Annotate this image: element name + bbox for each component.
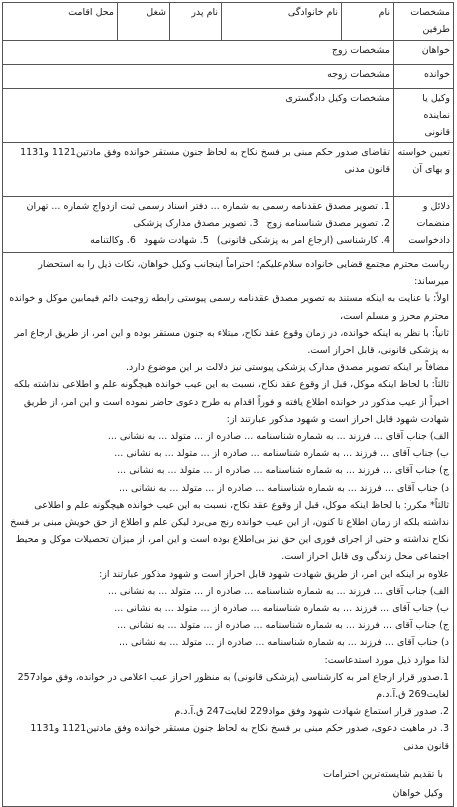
party-header-row	[3, 3, 454, 41]
plaintiff-value: مشخصات زوج	[3, 41, 394, 65]
plaintiff-label: خواهان	[394, 41, 454, 65]
witness-entry: ج) جناب آقای ... فرزند ... به شماره شناسنامه ... صادره از ... متولد ... به نشانی ...	[117, 465, 449, 477]
request-item: 3. در ماهیت دعوی، صدور حکم مبنی بر فسخ نکاح به لحاظ جنون مستقر خوانده وفق مادتین1121 و1131 قانون مدنی	[30, 723, 449, 752]
lawyer-value: مشخصات وکیل دادگستری	[3, 89, 394, 143]
first-point: اولاً: با عنایت به اینکه مستند به تصویر مصدق عقدنامه رسمی پیوستی رابطه زوجیت دائم فیمابین موکل و خوانده محترم محرز و مسلم است،	[9, 293, 449, 322]
evidence-label: دلائل و منضمات دادخواست	[394, 197, 454, 253]
claim-value: تقاضای صدور حکم مبنی بر فسخ نکاح به لحاظ جنون مستقر خوانده وفق مادتین1121 و1131 قانون مدنی	[3, 143, 394, 197]
body-row	[3, 253, 454, 807]
signatory: وکیل خواهان	[392, 787, 443, 799]
lawyer-row	[3, 89, 454, 143]
third-point: ثالثاً: با لحاظ اینکه موکل، قبل از وقوع عقد نکاح، نسبت به این عیب خوانده هیچگونه علم و اطلاعی نداشته بلکه اخیراً از عیب مذکور در خوانده اطلاع یافته و فوراً اقدام به طرح دعوی حاضر نموده است و این امر، از طریق شهادت شهود قابل احراز است و شهود مذکور عبارتند از:	[13, 379, 449, 425]
defendant-label: خوانده	[394, 65, 454, 89]
witness-intro: علاوه بر اینکه این امر، از طریق شهادت شهود قابل احراز است و شهود مذکور عبارتند از:	[99, 568, 449, 580]
medical-docs-note: مضافاً بر اینکه تصویر مصدق مدارک پزشکی پیوستی نیز دلالت بر این موضوع دارد.	[126, 362, 449, 374]
col-first-name: نام	[341, 3, 393, 40]
witness-entry: د) جناب آقای ... فرزند ... به شماره شناسنامه ... صادره از ... متولد ... به نشانی ...	[118, 637, 449, 649]
evidence-item: 1. تصویر مصدق عقدنامه رسمی به شماره ... دفتر اسناد رسمی ثبت ازدواج شماره ... تهران	[26, 201, 390, 212]
evidence-item: 3. تصویر مصدق مدارک پزشکی	[133, 218, 259, 229]
request-item: 2. صدور قرار استماع شهادت شهود وفق مواد229 لغایت247 ق.آ.د.م	[174, 706, 449, 718]
witness-entry: ب) جناب آقای ... فرزند ... به شماره شناسنامه ... صادره از ... متولد ... به نشانی ...	[114, 603, 449, 615]
lawyer-label: وکیل یا نماینده قانونی	[394, 89, 454, 143]
evidence-item: 6. وکالتنامه	[90, 235, 136, 246]
signature-block	[7, 765, 449, 803]
witness-entry: د) جناب آقای ... فرزند ... به شماره شناسنامه ... صادره از ... متولد ... به نشانی ...	[118, 482, 449, 494]
evidence-item: 5. شهادت شهود	[143, 235, 209, 246]
defendant-row	[3, 65, 454, 89]
plaintiff-row	[3, 41, 454, 65]
petition-document	[2, 2, 454, 798]
col-occupation: شغل	[117, 3, 169, 40]
request-item: 1.صدور قرار ارجاع امر به کارشناسی (پزشکی قانونی) به منظور احراز عیب اعلامی در خوانده، وفق مواد257 لغایت269 ق.آ.د.م	[17, 671, 449, 701]
evidence-row	[3, 197, 454, 253]
party-header-label: مشخصات طرفین	[394, 3, 454, 41]
third-point-repeated: ثالثاً* مکرر: با لحاظ اینکه موکل، قبل از وقوع عقد نکاح، نسبت به این عیب خوانده هیچگونه علم و اطلاعی نداشته بلکه از زمان اطلاع تا کنون، از این عیب خوانده رنج می‌برد لیکن علم و اطلاع از حق خویش مبنی بر فسخ نکاح نداشته و حتی از اجرای فوری این حق نیز بی‌اطلاع بوده است و این امر، از میزان تحصیلات موکل و محیط اجتماعی محل زندگی وی قابل احراز است.	[10, 499, 449, 563]
defendant-value: مشخصات زوجه	[3, 65, 394, 89]
claim-row	[3, 143, 454, 197]
second-point: ثانیاً: با نظر به اینکه خوانده، در زمان وقوع عقد نکاح، مبتلاء به جنون مستقر بوده و این امر، از طریق ارجاع امر به پزشکی قانونی، قابل احراز است.	[14, 327, 449, 357]
evidence-list	[6, 198, 390, 249]
requests-heading: لذا موارد ذیل مورد استدعاست:	[324, 654, 449, 666]
evidence-item: 2. تصویر مصدق شناسنامه زوج	[266, 218, 390, 229]
claim-label: تعیین خواسته و بهای آن	[394, 143, 454, 197]
witness-entry: ج) جناب آقای ... فرزند ... به شماره شناسنامه ... صادره از ... متولد ... به نشانی ...	[117, 620, 449, 632]
witness-entry: الف) جناب آقای ... فرزند ... به شماره شناسنامه ... صادره از ... متولد ... به نشانی ...	[107, 431, 449, 443]
intro-paragraph: ریاست محترم مجتمع قضایی خانواده سلام‌علیکم؛ احتراماً اینجانب وکیل خواهان، نکات ذیل را به استحضار میرساند:	[38, 259, 449, 288]
evidence-item: 4. کارشناسی (ارجاع امر به پزشکی قانونی)	[216, 235, 390, 246]
closing-line: با تقدیم شایسته‌ترین احترامات	[323, 768, 443, 780]
col-father-name: نام پدر	[169, 3, 221, 40]
petition-table	[2, 2, 454, 807]
petition-body	[3, 253, 454, 807]
col-last-name: نام خانوادگی	[221, 3, 341, 40]
col-residence: محل اقامت	[68, 7, 114, 18]
witness-entry: ب) جناب آقای ... فرزند ... به شماره شناسنامه ... صادره از ... متولد ... به نشانی ...	[114, 448, 449, 460]
witness-entry: الف) جناب آقای ... فرزند ... به شماره شناسنامه ... صادره از ... متولد ... به نشانی ...	[107, 585, 449, 597]
